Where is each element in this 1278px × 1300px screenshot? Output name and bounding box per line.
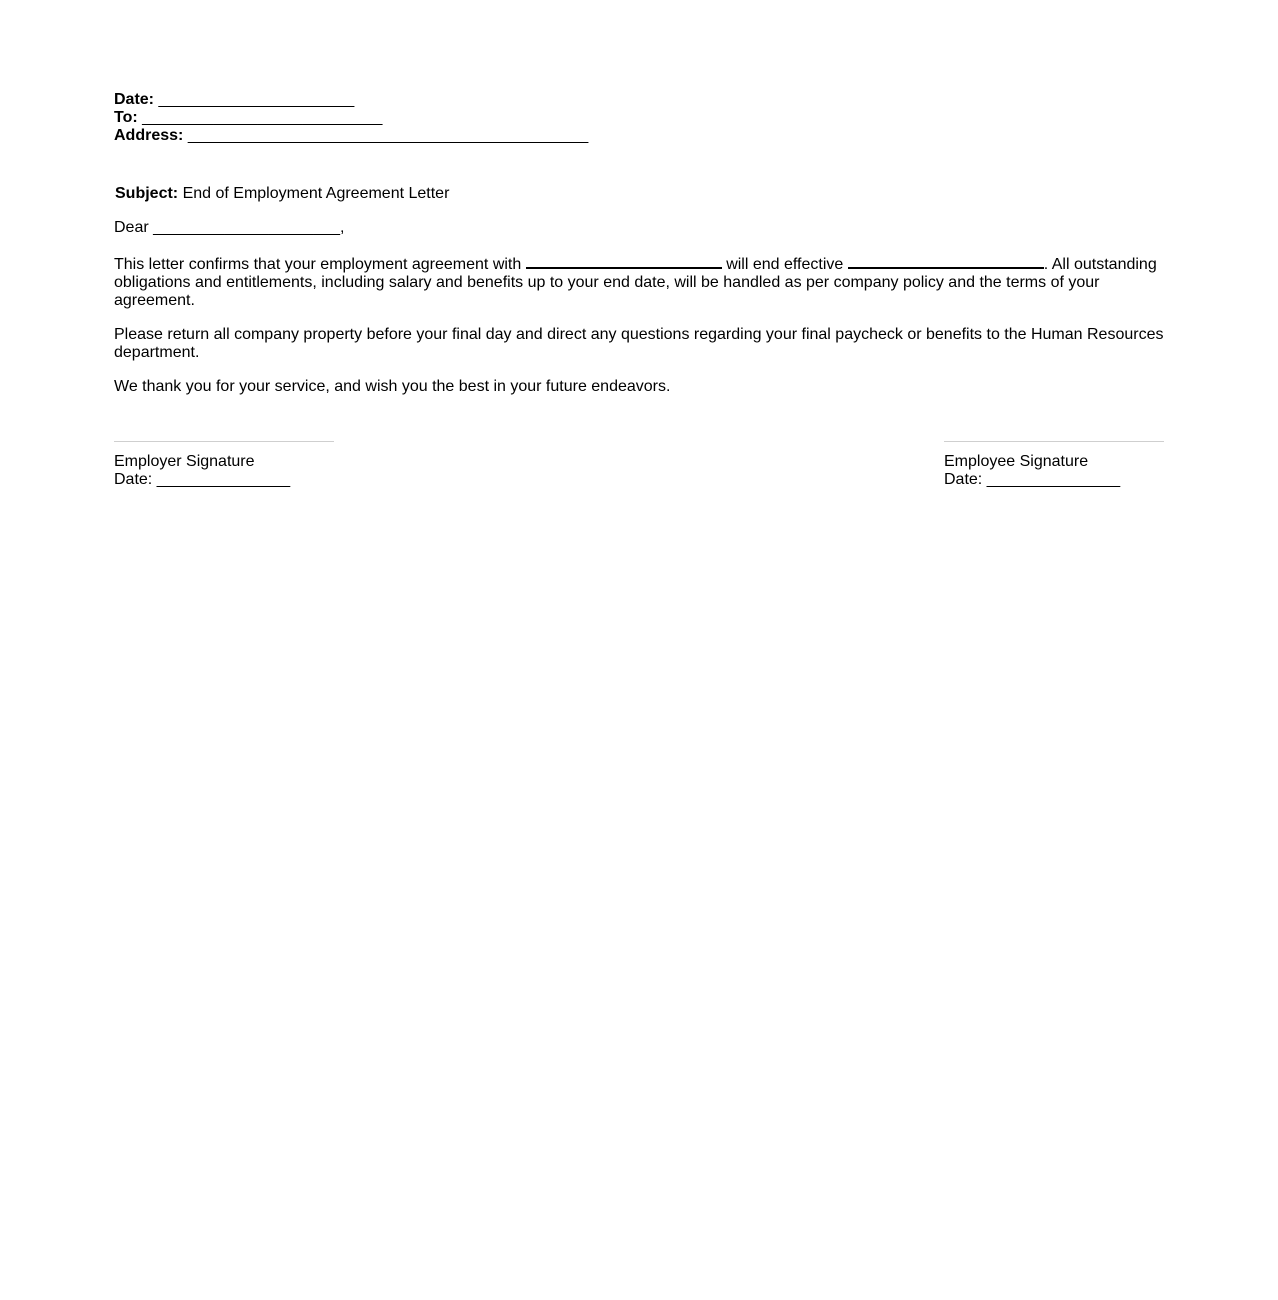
paragraph-1-part-1: This letter confirms that your employment agreement with	[114, 256, 522, 273]
address-label: Address:	[114, 127, 184, 144]
employer-date-label: Date:	[114, 471, 153, 488]
employee-signature-block	[944, 441, 1164, 489]
subject-line	[114, 185, 1166, 203]
subject-label: Subject:	[115, 185, 179, 202]
address-line	[114, 127, 1166, 145]
employee-signature-label: Employee Signature	[944, 453, 1089, 470]
employer-signature-rule	[114, 441, 334, 442]
end-date-blank	[848, 253, 1044, 269]
paragraph-1-part-2: will end effective	[726, 256, 844, 273]
address-blank: _____________________________________________	[187, 127, 589, 144]
date-label: Date:	[114, 91, 155, 108]
subject-text: End of Employment Agreement Letter	[182, 185, 450, 202]
employee-date-label: Date:	[944, 471, 983, 488]
to-line	[114, 109, 1166, 127]
letter	[114, 91, 1166, 396]
employer-signature-block	[114, 441, 334, 489]
salutation: Dear	[114, 219, 149, 236]
paragraph-1-part-3: . All outstanding obligations and entitlements, including salary and benefits up to your end date, will be handled as per company policy and the terms of your agreement.	[114, 256, 1157, 309]
employee-date-blank: _______________	[986, 471, 1121, 488]
date-line	[114, 91, 1166, 109]
to-blank: ___________________________	[142, 109, 383, 126]
date-blank: ______________________	[158, 91, 355, 108]
employer-date-line	[114, 471, 334, 489]
paragraph-3: We thank you for your service, and wish you the best in your future endeavors.	[114, 378, 671, 395]
paragraph-2: Please return all company property before your final day and direct any questions regarding your final paycheck or benefits to the Human Resources department.	[114, 326, 1164, 361]
company-name-blank	[526, 253, 722, 269]
signature-section	[114, 441, 1164, 501]
to-label: To:	[114, 109, 138, 126]
employee-date-line	[944, 471, 1164, 489]
greeting	[114, 219, 1166, 237]
paragraph-1	[114, 253, 1166, 310]
recipient-blank: _____________________,	[153, 219, 345, 236]
employer-date-blank: _______________	[156, 471, 291, 488]
employee-signature-rule	[944, 441, 1164, 442]
employer-signature-label: Employer Signature	[114, 453, 255, 470]
